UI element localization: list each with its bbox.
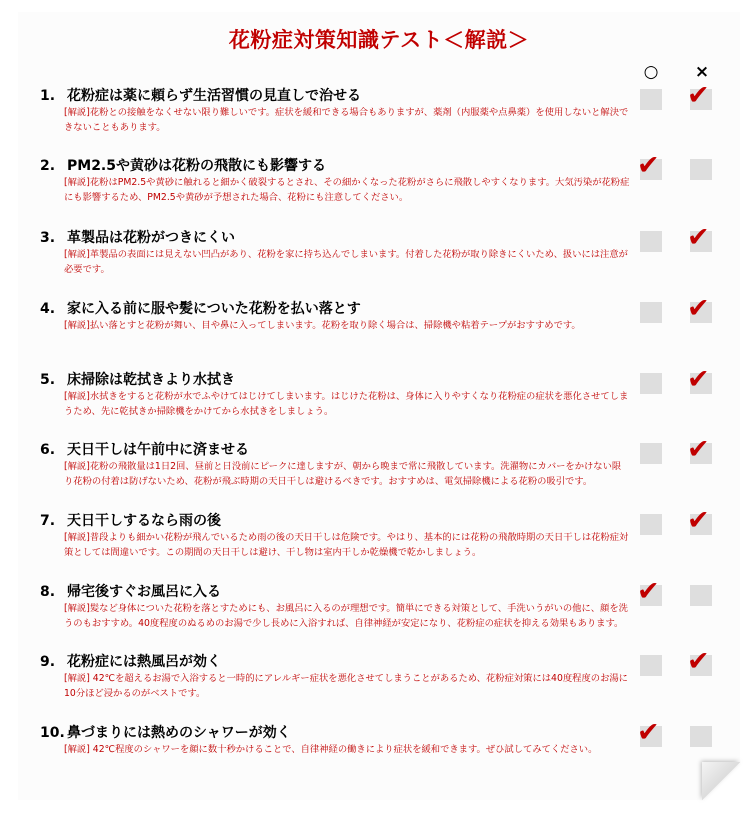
question-item xyxy=(40,87,630,135)
check-mark-icon: ✔ xyxy=(687,293,710,324)
question-item xyxy=(40,157,630,205)
question-text: 天日干しするなら雨の後 xyxy=(67,513,221,529)
question-text: 鼻づまりには熱めのシャワーが効く xyxy=(67,725,291,741)
question-text: 革製品は花粉がつきにくい xyxy=(67,230,235,246)
question-item xyxy=(40,300,630,334)
question-text: PM2.5や黄砂は花粉の飛散にも影響する xyxy=(67,158,326,174)
question-item xyxy=(40,724,630,758)
page-curl-corner xyxy=(702,762,740,800)
correct-checkbox[interactable] xyxy=(640,443,662,464)
question-number: 4. xyxy=(40,301,56,317)
question-number: 5. xyxy=(40,372,56,388)
question-item xyxy=(40,229,630,277)
question-explanation: [解説]髪など身体についた花粉を落とすためにも、お風呂に入るのが理想です。簡単にできる対策として、手洗いうがいの他に、顔を洗うのもおすすめ。40度程度のぬるめのお湯で少し長めに入浴すれば、自律神経が安定になり、花粉症の症状を抑える効果もあります。 xyxy=(64,603,628,629)
question-number: 10. xyxy=(40,725,65,741)
correct-checkbox[interactable] xyxy=(637,717,662,748)
question-number: 2. xyxy=(40,158,56,174)
question-number: 3. xyxy=(40,230,56,246)
wrong-checkbox[interactable] xyxy=(687,293,712,324)
question-number: 7. xyxy=(40,513,56,529)
question-text: 帰宅後すぐお風呂に入る xyxy=(67,584,221,600)
question-item xyxy=(40,653,630,701)
wrong-checkbox[interactable] xyxy=(687,80,712,111)
question-explanation: [解説] 42℃程度のシャワーを顔に数十秒かけることで、自律神経の働きにより症状を緩和できます。ぜひ試してみてください。 xyxy=(64,744,598,755)
question-explanation: [解説]払い落とすと花粉が舞い、目や鼻に入ってしまいます。花粉を取り除く場合は、掃除機や粘着テープがおすすめです。 xyxy=(64,320,581,331)
check-mark-icon: ✔ xyxy=(687,646,710,677)
question-item xyxy=(40,371,630,419)
check-mark-icon: ✔ xyxy=(687,364,710,395)
correct-checkbox[interactable] xyxy=(640,655,662,676)
wrong-checkbox[interactable] xyxy=(687,222,712,253)
question-item xyxy=(40,441,630,489)
correct-column-header: ○ xyxy=(643,62,659,82)
question-explanation: [解説]花粉の飛散量は1日2回、昼前と日没前にピークに達しますが、朝から晩まで常に飛散しています。洗濯物にカバーをかけない限り花粉の付着は防げないため、花粉が飛ぶ時期の天日干しは避けるべきです。おすすめは、電気掃除機による花粉の吸引です。 xyxy=(64,461,622,487)
wrong-checkbox[interactable] xyxy=(687,646,712,677)
page-title: 花粉症対策知識テスト＜解説＞ xyxy=(228,28,530,52)
wrong-column-header: × xyxy=(694,62,710,82)
wrong-checkbox[interactable] xyxy=(690,159,712,180)
question-number: 6. xyxy=(40,442,56,458)
question-text: 天日干しは午前中に済ませる xyxy=(67,442,249,458)
wrong-checkbox[interactable] xyxy=(690,726,712,747)
correct-checkbox[interactable] xyxy=(640,373,662,394)
question-text: 花粉症は薬に頼らず生活習慣の見直しで治せる xyxy=(67,88,361,104)
question-number: 8. xyxy=(40,584,56,600)
wrong-checkbox[interactable] xyxy=(687,505,712,536)
question-text: 家に入る前に服や髪についた花粉を払い落とす xyxy=(67,301,361,317)
wrong-checkbox[interactable] xyxy=(690,585,712,606)
correct-checkbox[interactable] xyxy=(637,150,662,181)
question-explanation: [解説]花粉との接触をなくせない限り難しいです。症状を緩和できる場合もありますが、薬剤（内服薬や点鼻薬）を使用しないと解決できないこともあります。 xyxy=(64,107,629,133)
correct-checkbox[interactable] xyxy=(640,302,662,323)
question-number: 9. xyxy=(40,654,56,670)
check-mark-icon: ✔ xyxy=(637,576,660,607)
correct-checkbox[interactable] xyxy=(640,89,662,110)
question-text: 床掃除は乾拭きより水拭き xyxy=(67,372,235,388)
check-mark-icon: ✔ xyxy=(687,505,710,536)
question-explanation: [解説]花粉はPM2.5や黄砂に触れると細かく破裂するとされ、その細かくなった花粉がさらに飛散しやすくなります。大気汚染が花粉症にも影響するため、PM2.5や黄砂が予想された場合、花粉にも注意してください。 xyxy=(64,177,630,203)
question-text: 花粉症には熱風呂が効く xyxy=(67,654,221,670)
question-number: 1. xyxy=(40,88,56,104)
question-explanation: [解説] 42℃を超えるお湯で入浴すると一時的にアレルギー症状を悪化させてしまうことがあるため、花粉症対策には40度程度のお湯に10分ほど浸かるのがベストです。 xyxy=(64,673,628,699)
question-item xyxy=(40,583,630,631)
correct-checkbox[interactable] xyxy=(640,231,662,252)
wrong-checkbox[interactable] xyxy=(687,434,712,465)
question-item xyxy=(40,512,630,560)
check-mark-icon: ✔ xyxy=(637,150,660,181)
question-explanation: [解説]水拭きをすると花粉が水でふやけてはじけてしまいます。はじけた花粉は、身体に入りやすくなり花粉症の症状を悪化させてしまうため、先に乾拭きか掃除機をかけてから水拭きをしましょう。 xyxy=(64,391,629,417)
wrong-checkbox[interactable] xyxy=(687,364,712,395)
check-mark-icon: ✔ xyxy=(637,717,660,748)
check-mark-icon: ✔ xyxy=(687,434,710,465)
correct-checkbox[interactable] xyxy=(637,576,662,607)
check-mark-icon: ✔ xyxy=(687,80,710,111)
check-mark-icon: ✔ xyxy=(687,222,710,253)
question-explanation: [解説]革製品の表面には見えない凹凸があり、花粉を家に持ち込んでしまいます。付着した花粉が取り除きにくいため、扱いには注意が必要です。 xyxy=(64,249,628,275)
question-explanation: [解説]普段よりも細かい花粉が飛んでいるため雨の後の天日干しは危険です。やはり、基本的には花粉の飛散時期の天日干しは花粉症対策としては間違いです。この期間の天日干しは避け、干し物は室内干しか乾燥機で乾かしましょう。 xyxy=(64,532,629,558)
correct-checkbox[interactable] xyxy=(640,514,662,535)
